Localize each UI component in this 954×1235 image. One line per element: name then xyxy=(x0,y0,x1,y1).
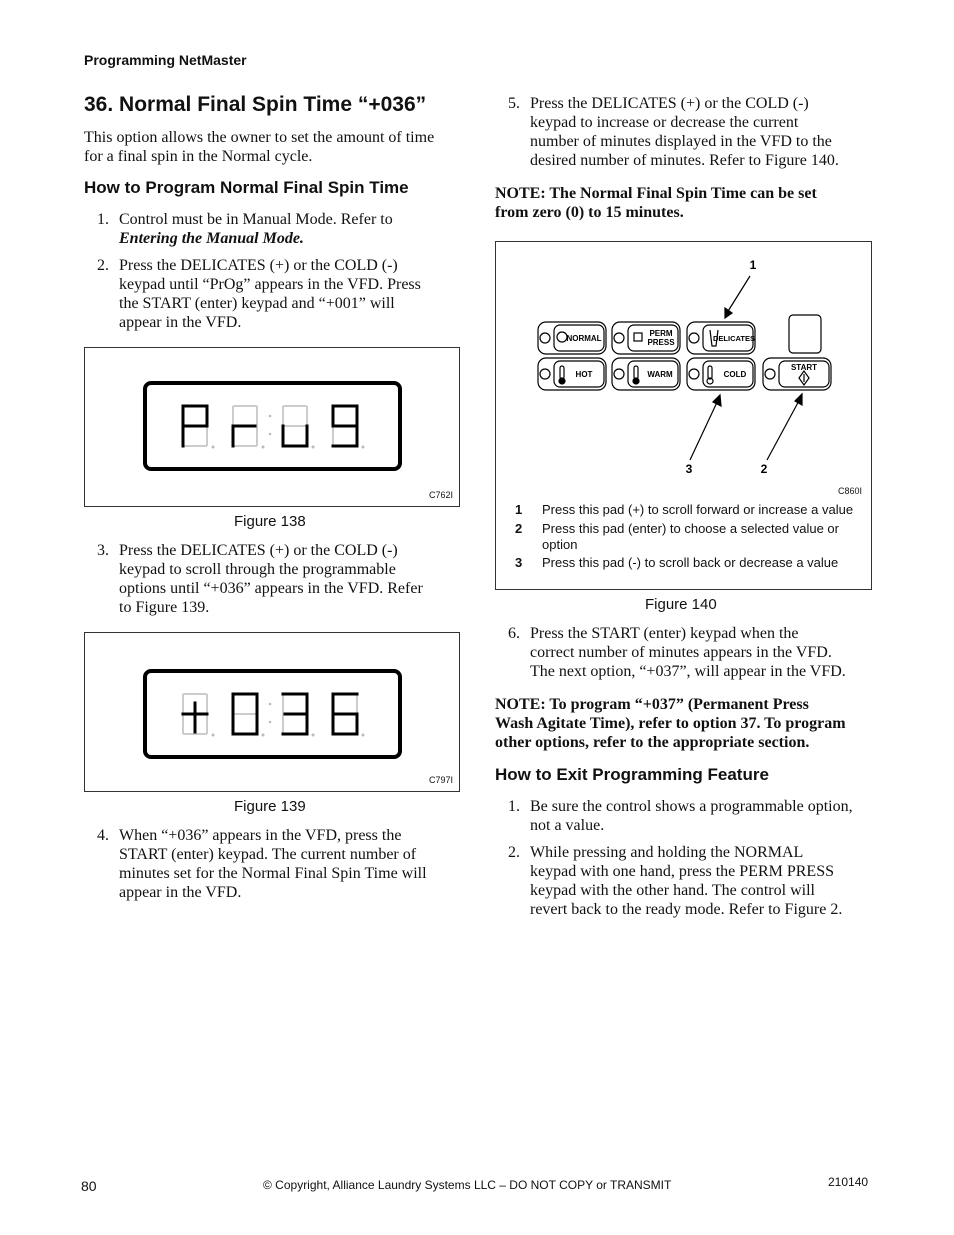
step-number: 6. xyxy=(508,625,520,642)
vfd-display-036 xyxy=(85,633,459,791)
legend-number: 3 xyxy=(515,555,523,570)
step-line: revert back to the ready mode. Refer to Figure 2. xyxy=(530,901,843,918)
step-line: keypad to scroll through the programmable xyxy=(119,561,396,578)
figure-caption: Figure 140 xyxy=(645,596,717,613)
step-number: 2. xyxy=(97,257,109,274)
step-line: Press the DELICATES (+) or the COLD (-) xyxy=(119,542,398,559)
figure-138 xyxy=(84,347,460,507)
callout-3: 3 xyxy=(685,462,693,476)
legend-number: 1 xyxy=(515,502,523,517)
step-line: keypad until “PrOg” appears in the VFD. Press xyxy=(119,276,421,293)
note-line: Wash Agitate Time), refer to option 37. To program xyxy=(495,715,846,732)
page-number: 80 xyxy=(81,1178,97,1194)
step-line: to Figure 139. xyxy=(119,599,210,616)
key-cold[interactable]: COLD xyxy=(723,370,747,379)
note-line: other options, refer to the appropriate section. xyxy=(495,734,810,751)
step-number: 3. xyxy=(97,542,109,559)
step-line: number of minutes displayed in the VFD to the xyxy=(530,133,832,150)
step-line: minutes set for the Normal Final Spin Time will xyxy=(119,865,427,882)
running-header: Programming NetMaster xyxy=(84,52,247,68)
step-number: 5. xyxy=(508,95,520,112)
intro-line: for a final spin in the Normal cycle. xyxy=(84,148,313,165)
figure-code: C860I xyxy=(838,486,863,496)
note-spin-range xyxy=(495,184,817,222)
step-line: While pressing and holding the NORMAL xyxy=(530,844,804,861)
figure-139 xyxy=(84,632,460,792)
step-line: Press the START (enter) keypad when the xyxy=(530,625,799,642)
step-line: Entering the Manual Mode. xyxy=(119,230,304,247)
key-start[interactable]: START xyxy=(790,363,818,372)
figure-140 xyxy=(495,241,872,590)
document-number: 210140 xyxy=(828,1175,869,1189)
legend-row-2 xyxy=(515,521,870,555)
step-number: 2. xyxy=(508,844,520,861)
key-perm[interactable]: PERM xyxy=(649,329,673,338)
note-line: from zero (0) to 15 minutes. xyxy=(495,204,684,221)
figure-caption: Figure 138 xyxy=(234,513,306,530)
step-line: correct number of minutes appears in the VFD. xyxy=(530,644,832,661)
note-line: NOTE: To program “+037” (Permanent Press xyxy=(495,696,809,713)
step-line: The next option, “+037”, will appear in the VFD. xyxy=(530,663,846,680)
control-panel-keypad xyxy=(496,242,871,502)
legend-text-continued: option xyxy=(542,537,578,552)
step-line: Control must be in Manual Mode. Refer to xyxy=(119,211,393,228)
step-line: keypad with the other hand. The control will xyxy=(530,882,815,899)
step-line: START (enter) keypad. The current number of xyxy=(119,846,417,863)
step-line: options until “+036” appears in the VFD. Refer xyxy=(119,580,423,597)
key-press[interactable]: PRESS xyxy=(647,338,675,347)
step-line: keypad with one hand, press the PERM PRESS xyxy=(530,863,834,880)
step-line: appear in the VFD. xyxy=(119,314,242,331)
step-line: appear in the VFD. xyxy=(119,884,242,901)
legend-text: Press this pad (+) to scroll forward or increase a value xyxy=(542,502,854,517)
step-line: Press the DELICATES (+) or the COLD (-) xyxy=(530,95,809,112)
step-line: not a value. xyxy=(530,817,605,834)
key-hot[interactable]: HOT xyxy=(575,370,593,379)
legend-text: Press this pad (-) to scroll back or decrease a value xyxy=(542,555,839,570)
step-line: keypad to increase or decrease the current xyxy=(530,114,799,131)
copyright-notice: © Copyright, Alliance Laundry Systems LLC – DO NOT COPY or TRANSMIT xyxy=(263,1178,672,1192)
intro-line: This option allows the owner to set the amount of time xyxy=(84,129,435,146)
step-line: desired number of minutes. Refer to Figure 140. xyxy=(530,152,839,169)
key-normal[interactable]: NORMAL xyxy=(566,334,602,343)
step-number: 1. xyxy=(97,211,109,228)
step-line: the START (enter) keypad and “+001” will xyxy=(119,295,395,312)
key-delicates[interactable]: DELICATES xyxy=(713,334,755,343)
step-line: When “+036” appears in the VFD, press the xyxy=(119,827,402,844)
vfd-display-prog xyxy=(85,348,459,506)
program-heading: How to Program Normal Final Spin Time xyxy=(84,178,409,197)
note-line: NOTE: The Normal Final Spin Time can be set xyxy=(495,185,817,202)
step-line: Be sure the control shows a programmable option, xyxy=(530,798,853,815)
step-number: 1. xyxy=(508,798,520,815)
callout-1: 1 xyxy=(749,258,757,272)
figure-caption: Figure 139 xyxy=(234,798,306,815)
legend-number: 2 xyxy=(515,521,523,536)
note-next-option xyxy=(495,695,846,752)
step-number: 4. xyxy=(97,827,109,844)
figure-code: C762I xyxy=(428,490,453,500)
key-warm[interactable]: WARM xyxy=(647,370,673,379)
section-title: 36. Normal Final Spin Time “+036” xyxy=(84,93,427,116)
step-line: Press the DELICATES (+) or the COLD (-) xyxy=(119,257,398,274)
exit-heading: How to Exit Programming Feature xyxy=(495,765,769,784)
figure-code: C797I xyxy=(428,775,453,785)
legend-text: Press this pad (enter) to choose a selected value or xyxy=(542,521,839,536)
intro-paragraph xyxy=(84,128,434,166)
callout-2: 2 xyxy=(760,462,768,476)
